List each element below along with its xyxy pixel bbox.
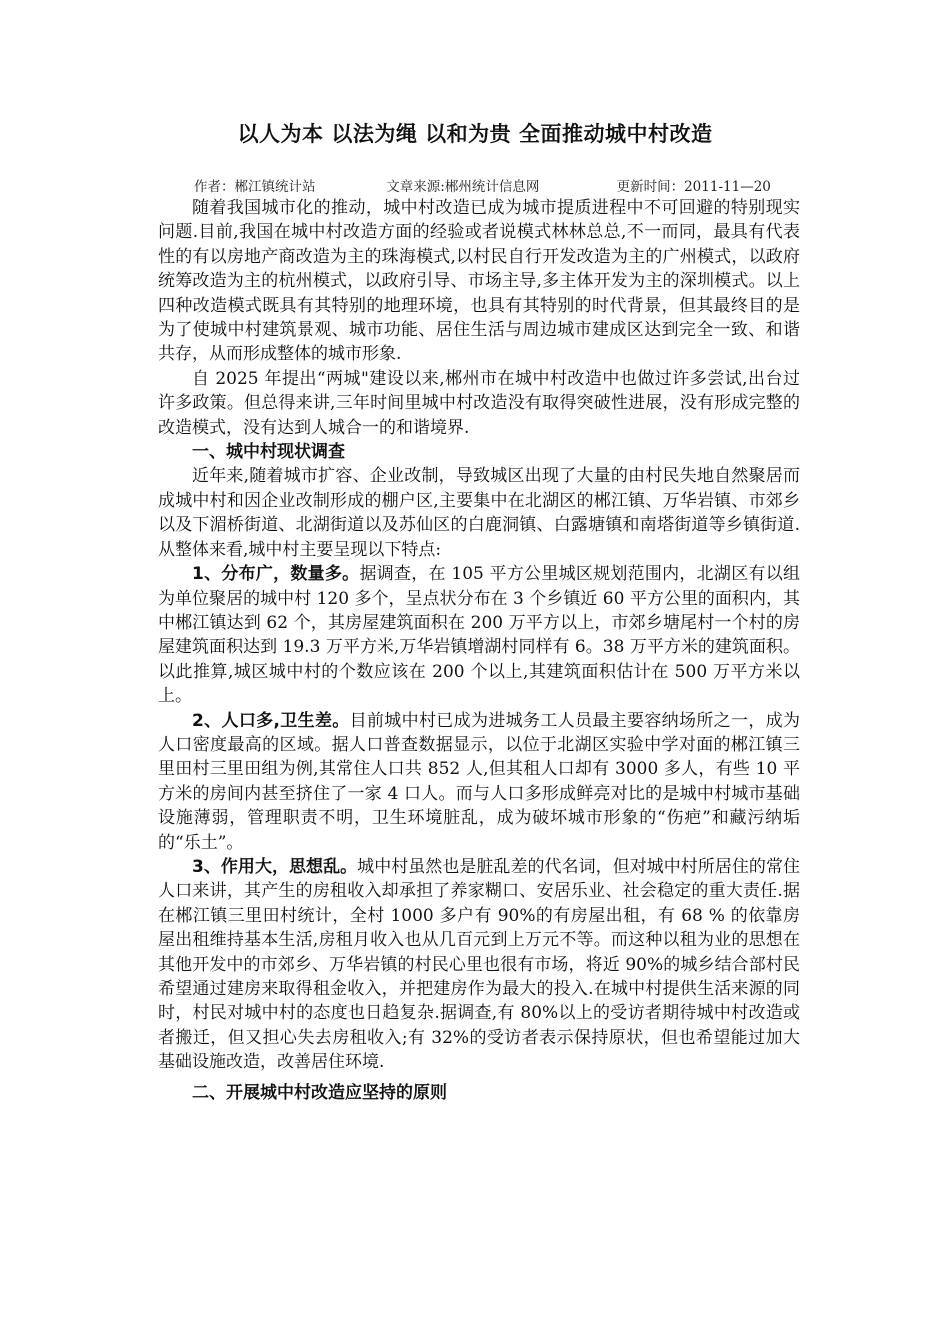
paragraph-feature-1 <box>158 562 800 708</box>
feature-2-text: 目前城中村已成为进城务工人员最主要容纳场所之一，成为人口密度最高的区域。据人口普查数据显示，以位于北湖区实验中学对面的郴江镇三里田村三里田组为例,其常住人口共 852 人,但其租人口却有 3000 多人，有些 10 平方米的房间内甚至挤住了一家 4 口人。而与人口多形成鲜亮对比的是城中村城市基础设施薄弱，管理职责不明，卫生环境脏乱，成为破坏城市形象的“伤疤”和藏污纳垢的“乐土”。 <box>158 710 800 853</box>
feature-3-lead: 3、作用大，思想乱。 <box>192 856 358 877</box>
paragraph-feature-3 <box>158 855 800 1075</box>
section-heading-1: 一、城中村现状调查 <box>192 442 345 463</box>
article-meta <box>194 175 771 195</box>
paragraph-intro: 随着我国城市化的推动，城中村改造已成为城市提质进程中不可回避的特别现实问题.目前,我国在城中村改造方面的经验或者说模式林林总总,不一而同，最具有代表性的有以房地产商改造为主的珠海模式,以村民自行开发改造为主的广州模式，以政府统筹改造为主的杭州模式，以政府引导、市场主导,多主体开发为主的深圳模式。以上四种改造模式既具有其特别的地理环境，也具有其特别的时代背景，但其最终目的是为了使城中村建筑景观、城市功能、居住生活与周边城市建成区达到完全一致、和谐共存，从而形成整体的城市形象. <box>158 198 800 365</box>
paragraph-feature-2 <box>158 709 800 855</box>
source-label: 文章来源:郴州统计信息网 <box>386 179 540 195</box>
section-heading-2: 二、开展城中村改造应坚持的原则 <box>192 1082 447 1103</box>
feature-2-lead: 2、人口多,卫生差。 <box>192 710 350 731</box>
update-time-label: 更新时间：2011-11—20 <box>616 179 771 195</box>
feature-3-text: 城中村虽然也是脏乱差的代名词，但对城中村所居住的常住人口来讲，其产生的房租收入却承担了养家糊口、安居乐业、社会稳定的重大责任.据在郴江镇三里田村统计，全村 1000 多户有 90%的有房屋出租，有 68 % 的依靠房屋出租维持基本生活,房租月收入也从几百元到上万元不等。而这种以租为业的思想在其他开发中的市郊乡、万华岩镇的村民心里也很有市场，将近 90%的城乡结合部村民希望通过建房来取得租金收入，并把建房作为最大的投入.在城中村提供生活来源的同时，村民对城中村的态度也日趋复杂.据调查,有 80%以上的受访者期待城中村改造或者搬迁，但又担心失去房租收入;有 32%的受访者表示保持原状，但也希望能过加大基础设施改造，改善居住环境. <box>158 856 800 1073</box>
article-body <box>158 196 800 1105</box>
feature-1-lead: 1、分布广，数量多。 <box>192 564 360 585</box>
feature-1-text: 据调查，在 105 平方公里城区规划范围内，北湖区有以组为单位聚居的城中村 120 多个，呈点状分布在 3 个乡镇近 60 平方公里的面积内，其中郴江镇达到 62 个，其房屋建筑面积在 200 万平方以上，市郊乡塘尾村一个村的房屋建筑面积达到 19.3 万平方米,万华岩镇增湖村同样有 6。38 万平方米的建筑面积。以此推算,城区城中村的个数应该在 200 个以上,其建筑面积估计在 500 万平方米以上。 <box>158 564 800 707</box>
document-title: 以人为本 以法为绳 以和为贵 全面推动城中村改造 <box>237 122 713 146</box>
paragraph-two-cities: 自 2025 年提出“两城"建设以来,郴州市在城中村改造中也做过许多尝试,出台过许多政策。但总得来讲,三年时间里城中村改造没有取得突破性进展，没有形成完整的改造模式，没有达到人城合一的和谐境界. <box>158 368 800 438</box>
paragraph-status: 近年来,随着城市扩容、企业改制，导致城区出现了大量的由村民失地自然聚居而成城中村和因企业改制形成的棚户区,主要集中在北湖区的郴江镇、万华岩镇、市郊乡以及下湄桥街道、北湖街道以及苏仙区的白鹿洞镇、白露塘镇和南塔街道等乡镇街道.从整体来看,城中村主要呈现以下特点: <box>158 466 800 560</box>
author-label: 作者：郴江镇统计站 <box>194 179 316 195</box>
